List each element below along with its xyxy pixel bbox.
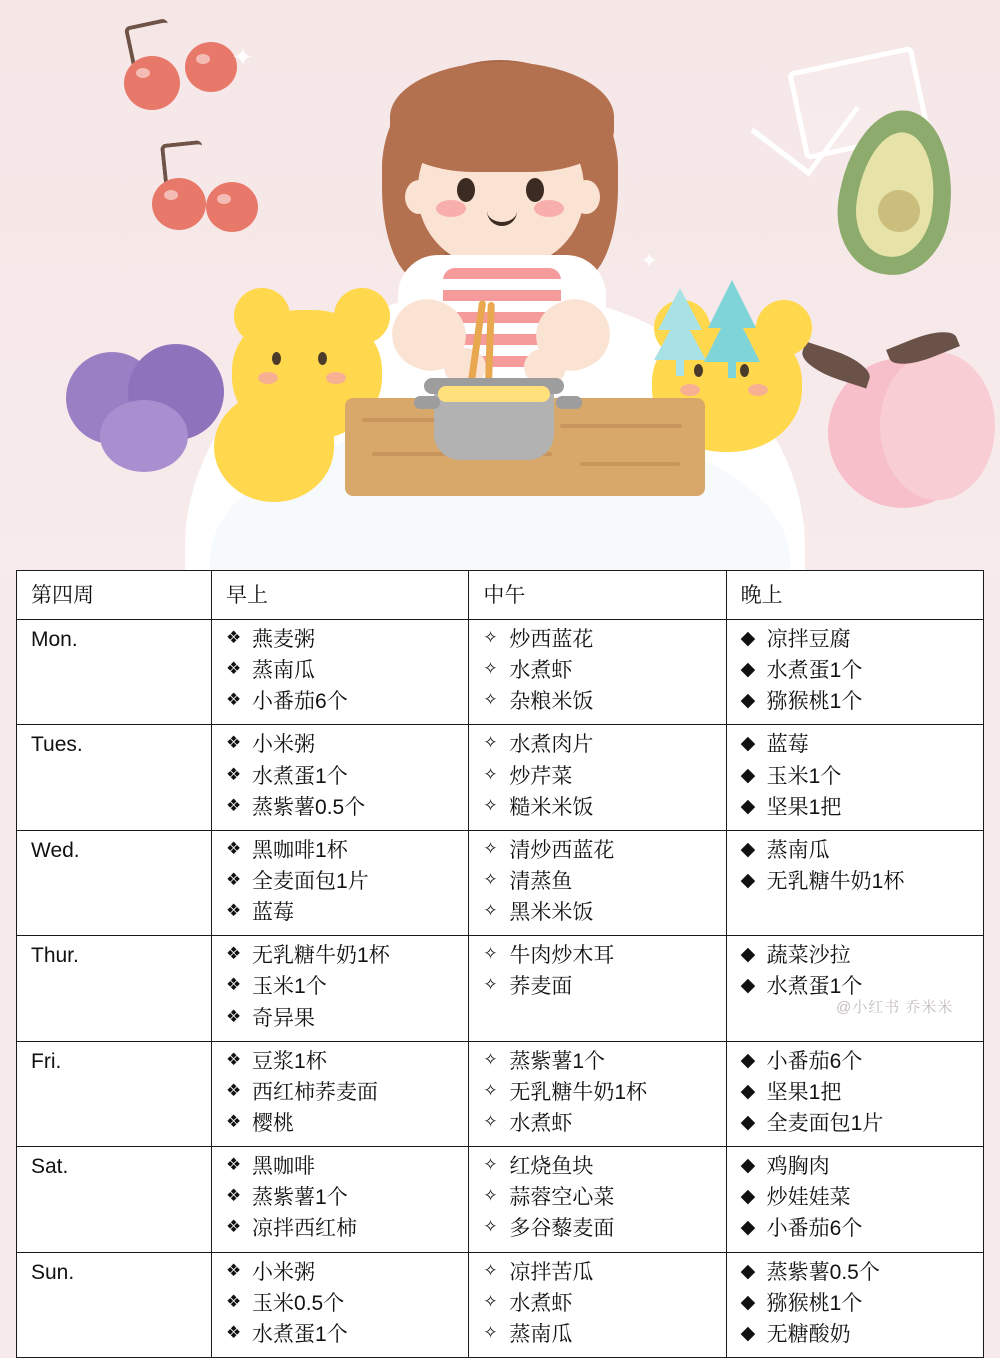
meal-item <box>741 1261 977 1285</box>
meal-item <box>483 901 719 925</box>
table-row <box>17 725 984 830</box>
meal-item <box>741 1155 977 1179</box>
meal-item-text: 水煮虾 <box>509 1111 573 1135</box>
meal-item-text: 燕麦粥 <box>252 628 316 651</box>
lunch-bullet-icon: ✧ <box>483 659 498 679</box>
breakfast-bullet-icon: ❖ <box>226 1217 242 1237</box>
breakfast-bullet-icon: ❖ <box>226 1080 242 1100</box>
breakfast-bullet-icon: ❖ <box>226 838 242 858</box>
header-lunch: 中午 <box>469 571 726 620</box>
meal-item-text: 水煮虾 <box>509 1291 573 1315</box>
meal-item-list <box>483 1050 719 1136</box>
meal-item-text: 凉拌西红柿 <box>252 1217 358 1241</box>
meal-item-text: 炒芹菜 <box>509 764 573 788</box>
meal-item-list <box>226 1155 462 1241</box>
meal-item-text: 无糖酸奶 <box>766 1322 851 1346</box>
dinner-bullet-icon: ◆ <box>740 1291 756 1313</box>
meal-item <box>226 1081 462 1105</box>
meal-item-text: 蓝莓 <box>252 901 295 925</box>
meal-item <box>483 1081 719 1105</box>
cherry-icon <box>206 182 258 232</box>
meal-item-text: 水煮肉片 <box>509 733 594 757</box>
meal-item-text: 玉米1个 <box>252 975 327 999</box>
header-breakfast: 早上 <box>212 571 469 620</box>
meal-item-text: 蒸南瓜 <box>509 1322 573 1346</box>
breakfast-bullet-icon: ❖ <box>226 1006 242 1026</box>
cell-breakfast <box>212 620 469 725</box>
cell-breakfast <box>212 1252 469 1357</box>
dinner-bullet-icon: ◆ <box>740 628 756 649</box>
meal-item-text: 蒸南瓜 <box>252 659 316 683</box>
meal-item <box>483 1323 719 1347</box>
pot-handle <box>556 396 582 409</box>
meal-item <box>741 1292 977 1316</box>
cell-lunch <box>469 830 726 935</box>
meal-item-list <box>483 839 719 925</box>
meal-item-list <box>226 1050 462 1136</box>
dinner-bullet-icon: ◆ <box>740 1111 756 1133</box>
breakfast-bullet-icon: ❖ <box>226 733 242 753</box>
meal-item-text: 蔬菜沙拉 <box>766 944 851 968</box>
meal-item-text: 黑米米饭 <box>509 901 594 925</box>
cherry-icon <box>185 42 237 92</box>
meal-item <box>741 1050 977 1074</box>
lunch-bullet-icon: ✧ <box>483 733 498 753</box>
breakfast-bullet-icon: ❖ <box>226 690 242 710</box>
meal-item-text: 牛肉炒木耳 <box>509 944 615 968</box>
meal-item <box>483 796 719 820</box>
meal-item-list <box>226 733 462 819</box>
meal-item-list <box>483 733 719 819</box>
cherry-highlight <box>196 54 210 64</box>
dinner-bullet-icon: ◆ <box>740 1260 756 1282</box>
meal-item-text: 小米粥 <box>252 1260 316 1284</box>
meal-item-text: 蒸紫薯1个 <box>252 1186 348 1210</box>
meal-item <box>741 839 977 863</box>
cell-breakfast <box>212 1041 469 1146</box>
meal-item-list <box>741 1155 977 1241</box>
meal-item <box>226 1217 462 1241</box>
lunch-bullet-icon: ✧ <box>483 838 498 858</box>
header-illustration <box>0 0 1000 575</box>
watermark: @小红书 乔米米 <box>836 999 954 1016</box>
dinner-bullet-icon: ◆ <box>740 838 756 860</box>
wood-grain <box>560 424 682 428</box>
table-row <box>17 830 984 935</box>
meal-item <box>226 659 462 683</box>
breakfast-bullet-icon: ❖ <box>226 1111 242 1131</box>
meal-item-text: 小番茄6个 <box>252 690 348 714</box>
meal-item-text: 水煮蛋1个 <box>766 975 863 999</box>
cell-lunch <box>469 936 726 1041</box>
meal-item <box>226 1292 462 1316</box>
meal-plan-table <box>16 570 984 1358</box>
meal-item <box>226 628 462 652</box>
peach-icon-2 <box>880 352 995 500</box>
meal-item <box>741 628 977 652</box>
dinner-bullet-icon: ◆ <box>740 1155 756 1177</box>
meal-item-list <box>226 628 462 714</box>
sparkle-icon: ✦ <box>640 248 659 273</box>
meal-item-text: 猕猴桃1个 <box>766 690 863 714</box>
meal-item-list <box>741 1261 977 1347</box>
dinner-bullet-icon: ◆ <box>740 659 756 681</box>
bear-cheek <box>258 372 278 384</box>
pot-soup <box>438 386 550 402</box>
cell-dinner <box>726 725 983 830</box>
meal-item-text: 无乳糖牛奶1杯 <box>252 944 390 968</box>
meal-item-text: 蒜蓉空心菜 <box>509 1186 615 1210</box>
meal-item <box>483 1186 719 1210</box>
meal-item <box>226 944 462 968</box>
dinner-bullet-icon: ◆ <box>740 869 756 891</box>
meal-item-text: 糙米米饭 <box>509 795 594 819</box>
lunch-bullet-icon: ✧ <box>483 901 498 921</box>
meal-item <box>226 901 462 925</box>
meal-item-list <box>226 839 462 925</box>
meal-item <box>226 1261 462 1285</box>
meal-item-list <box>741 1050 977 1136</box>
meal-item <box>483 944 719 968</box>
header-dinner: 晚上 <box>726 571 983 620</box>
meal-item <box>741 870 977 894</box>
cell-lunch <box>469 1252 726 1357</box>
cell-breakfast <box>212 830 469 935</box>
meal-item <box>226 1007 462 1031</box>
girl-blush <box>534 200 564 217</box>
cell-breakfast <box>212 725 469 830</box>
lunch-bullet-icon: ✧ <box>483 869 498 889</box>
meal-item <box>483 765 719 789</box>
meal-item-text: 炒西蓝花 <box>509 628 594 651</box>
lunch-bullet-icon: ✧ <box>483 1080 498 1100</box>
meal-item-text: 豆浆1杯 <box>252 1049 327 1073</box>
meal-item <box>483 1217 719 1241</box>
meal-item-text: 小米粥 <box>252 733 316 757</box>
meal-item <box>741 659 977 683</box>
dinner-bullet-icon: ◆ <box>740 764 756 786</box>
lunch-bullet-icon: ✧ <box>483 975 498 995</box>
cell-lunch <box>469 1147 726 1252</box>
meal-item-text: 小番茄6个 <box>766 1049 863 1073</box>
meal-item-text: 炒娃娃菜 <box>766 1186 851 1210</box>
meal-item <box>741 1217 977 1241</box>
girl-blush <box>436 200 466 217</box>
meal-item-text: 小番茄6个 <box>766 1217 863 1241</box>
meal-item-text: 多谷藜麦面 <box>509 1217 615 1241</box>
cell-dinner <box>726 1041 983 1146</box>
wood-grain <box>580 462 680 466</box>
meal-item-text: 杂粮米饭 <box>509 690 594 714</box>
dinner-bullet-icon: ◆ <box>740 944 756 966</box>
cell-breakfast <box>212 1147 469 1252</box>
breakfast-bullet-icon: ❖ <box>226 764 242 784</box>
dinner-bullet-icon: ◆ <box>740 975 756 997</box>
meal-item-list <box>226 944 462 1030</box>
meal-item <box>741 944 977 968</box>
meal-item <box>226 1323 462 1347</box>
breakfast-bullet-icon: ❖ <box>226 1291 242 1311</box>
meal-item-text: 玉米1个 <box>766 764 842 788</box>
cherry-icon <box>152 178 206 230</box>
lunch-bullet-icon: ✧ <box>483 1049 498 1069</box>
meal-item-text: 玉米0.5个 <box>252 1291 345 1315</box>
meal-item-text: 清炒西蓝花 <box>509 838 615 862</box>
meal-item-list <box>741 944 977 999</box>
lunch-bullet-icon: ✧ <box>483 1217 498 1237</box>
lunch-bullet-icon: ✧ <box>483 1260 498 1280</box>
breakfast-bullet-icon: ❖ <box>226 1322 242 1342</box>
sparkle-icon: ✦ <box>232 42 254 72</box>
cell-dinner <box>726 830 983 935</box>
cell-breakfast <box>212 936 469 1041</box>
meal-item-text: 红烧鱼块 <box>509 1155 594 1179</box>
meal-item-text: 西红柿荞麦面 <box>252 1080 379 1104</box>
meal-item-list <box>741 628 977 714</box>
meal-item-text: 鸡胸肉 <box>766 1155 830 1179</box>
breakfast-bullet-icon: ❖ <box>226 659 242 679</box>
bear-eye <box>272 352 281 365</box>
breakfast-bullet-icon: ❖ <box>226 975 242 995</box>
meal-item <box>483 1050 719 1074</box>
meal-item-text: 蒸南瓜 <box>766 838 830 862</box>
meal-item <box>741 796 977 820</box>
meal-item <box>483 975 719 999</box>
lunch-bullet-icon: ✧ <box>483 628 498 647</box>
meal-item <box>483 1261 719 1285</box>
breakfast-bullet-icon: ❖ <box>226 869 242 889</box>
meal-item-text: 荞麦面 <box>509 975 573 999</box>
meal-item <box>741 1323 977 1347</box>
cell-lunch <box>469 620 726 725</box>
lunch-bullet-icon: ✧ <box>483 764 498 784</box>
meal-item-text: 无乳糖牛奶1杯 <box>766 869 905 893</box>
meal-item-text: 奇异果 <box>252 1006 316 1030</box>
meal-item <box>741 690 977 714</box>
bear-eye <box>318 352 327 365</box>
cherry-icon <box>124 56 180 110</box>
meal-item <box>483 690 719 714</box>
meal-item <box>741 1186 977 1210</box>
meal-item-text: 坚果1把 <box>766 795 842 819</box>
meal-item-text: 凉拌苦瓜 <box>509 1260 594 1284</box>
meal-item <box>226 690 462 714</box>
meal-item-text: 坚果1把 <box>766 1080 842 1104</box>
peach-leaf-icon <box>798 342 875 389</box>
meal-item-list <box>483 1261 719 1347</box>
meal-item-list <box>483 628 719 714</box>
meal-item-text: 全麦面包1片 <box>766 1111 884 1135</box>
meal-item <box>226 870 462 894</box>
lunch-bullet-icon: ✧ <box>483 1111 498 1131</box>
meal-item-list <box>483 944 719 999</box>
day-label: Sun. <box>17 1252 212 1357</box>
table-row <box>17 1147 984 1252</box>
lunch-bullet-icon: ✧ <box>483 1155 498 1175</box>
cell-dinner <box>726 1147 983 1252</box>
girl-eye <box>457 178 475 202</box>
day-label: Thur. <box>17 936 212 1041</box>
grape-icon <box>100 400 188 472</box>
breakfast-bullet-icon: ❖ <box>226 628 242 647</box>
breakfast-bullet-icon: ❖ <box>226 901 242 921</box>
day-label: Mon. <box>17 620 212 725</box>
cell-dinner <box>726 620 983 725</box>
day-label: Sat. <box>17 1147 212 1252</box>
meal-item-list <box>483 1155 719 1241</box>
table-header-row <box>17 571 984 620</box>
meal-item-list <box>741 839 977 894</box>
meal-item <box>741 1081 977 1105</box>
dinner-bullet-icon: ◆ <box>740 1049 756 1071</box>
lunch-bullet-icon: ✧ <box>483 1322 498 1342</box>
dinner-bullet-icon: ◆ <box>740 1080 756 1102</box>
meal-item <box>226 975 462 999</box>
meal-item-text: 水煮蛋1个 <box>252 1322 348 1346</box>
lunch-bullet-icon: ✧ <box>483 690 498 710</box>
meal-item-text: 蒸紫薯0.5个 <box>766 1260 880 1284</box>
tree-icon <box>650 278 770 388</box>
meal-item-text: 无乳糖牛奶1杯 <box>509 1080 648 1104</box>
lemon-icon <box>214 392 334 502</box>
dinner-bullet-icon: ◆ <box>740 1217 756 1239</box>
meal-item <box>741 733 977 757</box>
meal-item <box>226 839 462 863</box>
meal-item <box>226 733 462 757</box>
dinner-bullet-icon: ◆ <box>740 795 756 817</box>
meal-item <box>483 1112 719 1136</box>
breakfast-bullet-icon: ❖ <box>226 1049 242 1069</box>
day-label: Fri. <box>17 1041 212 1146</box>
breakfast-bullet-icon: ❖ <box>226 944 242 964</box>
meal-item <box>226 796 462 820</box>
meal-item-text: 黑咖啡1杯 <box>252 838 348 862</box>
meal-item <box>226 765 462 789</box>
day-label: Tues. <box>17 725 212 830</box>
meal-item <box>226 1155 462 1179</box>
meal-item <box>483 659 719 683</box>
meal-item <box>483 839 719 863</box>
meal-item-text: 水煮蛋1个 <box>766 659 863 683</box>
table-row <box>17 936 984 1041</box>
girl-bangs <box>390 62 614 172</box>
meal-item-list <box>226 1261 462 1347</box>
meal-item-text: 蓝莓 <box>766 733 809 757</box>
meal-item <box>226 1050 462 1074</box>
table-row <box>17 620 984 725</box>
meal-item <box>483 870 719 894</box>
lunch-bullet-icon: ✧ <box>483 1186 498 1206</box>
meal-item-text: 水煮蛋1个 <box>252 764 348 788</box>
dinner-bullet-icon: ◆ <box>740 690 756 712</box>
lunch-bullet-icon: ✧ <box>483 795 498 815</box>
meal-item-text: 蒸紫薯1个 <box>509 1049 606 1073</box>
table-row <box>17 1252 984 1357</box>
dinner-bullet-icon: ◆ <box>740 733 756 755</box>
dinner-bullet-icon: ◆ <box>740 1322 756 1344</box>
meal-item <box>741 1112 977 1136</box>
meal-item <box>226 1186 462 1210</box>
meal-item-text: 水煮虾 <box>509 659 573 683</box>
cell-dinner <box>726 1252 983 1357</box>
girl-eye <box>526 178 544 202</box>
dinner-bullet-icon: ◆ <box>740 1186 756 1208</box>
meal-plan-table-container <box>16 570 984 1358</box>
cell-dinner <box>726 936 983 1041</box>
cherry-highlight <box>217 194 231 204</box>
meal-item-list <box>741 733 977 819</box>
cell-lunch <box>469 725 726 830</box>
cherry-highlight <box>164 190 178 200</box>
lunch-bullet-icon: ✧ <box>483 944 498 964</box>
breakfast-bullet-icon: ❖ <box>226 1260 242 1280</box>
breakfast-bullet-icon: ❖ <box>226 1186 242 1206</box>
meal-item-text: 黑咖啡 <box>252 1155 316 1179</box>
breakfast-bullet-icon: ❖ <box>226 1155 242 1175</box>
day-label: Wed. <box>17 830 212 935</box>
meal-item-text: 猕猴桃1个 <box>766 1291 863 1315</box>
meal-item <box>483 1155 719 1179</box>
breakfast-bullet-icon: ❖ <box>226 795 242 815</box>
cherry-highlight <box>136 68 150 78</box>
table-row <box>17 1041 984 1146</box>
meal-item-text: 蒸紫薯0.5个 <box>252 795 366 819</box>
meal-item-text: 清蒸鱼 <box>509 869 573 893</box>
meal-item-text: 全麦面包1片 <box>252 869 369 893</box>
bear-cheek <box>326 372 346 384</box>
meal-item <box>226 1112 462 1136</box>
meal-item <box>483 1292 719 1316</box>
header-week: 第四周 <box>17 571 212 620</box>
pot-handle <box>414 396 440 409</box>
meal-item <box>741 765 977 789</box>
cell-lunch <box>469 1041 726 1146</box>
meal-item <box>483 628 719 652</box>
meal-item <box>483 733 719 757</box>
meal-item-text: 樱桃 <box>252 1111 295 1135</box>
meal-item-text: 凉拌豆腐 <box>766 628 851 651</box>
lunch-bullet-icon: ✧ <box>483 1291 498 1311</box>
